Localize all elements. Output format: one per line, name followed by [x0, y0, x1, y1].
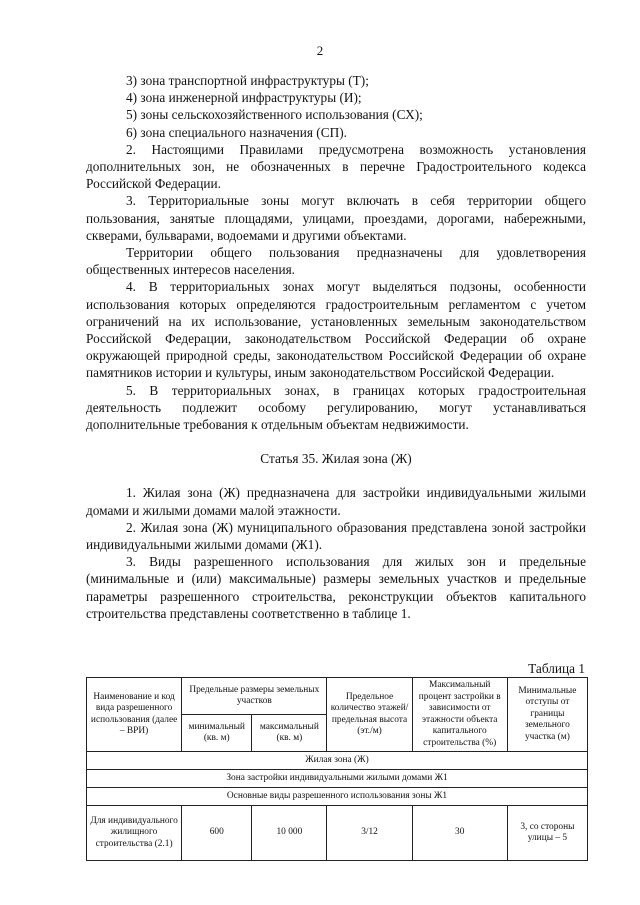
span-row-subzone: Зона застройки индивидуальными жилыми домами Ж1 — [87, 770, 588, 788]
span-row-zone: Жилая зона (Ж) — [87, 752, 588, 770]
paragraph: 6) зона специального назначения (СП). — [126, 124, 347, 140]
document-body — [86, 72, 586, 622]
cell-percent: 30 — [412, 806, 507, 861]
table-caption: Таблица 1 — [528, 661, 585, 676]
cell-max: 10 000 — [252, 806, 327, 861]
paragraph: 3. Виды разрешенного использования для жилых зон и предельные (минимальные и (или) максимальные) размеры земельных участков и предельные параметры разрешенного строительства, реконструкции объектов капитального строительства представлены соответственно в таблице 1. — [86, 554, 586, 621]
header-setback: Минимальные отступы от границы земельного участка (м) — [507, 678, 587, 752]
header-max: максимальный (кв. м) — [252, 715, 327, 752]
paragraph: 3. Территориальные зоны могут включать в себя территории общего пользования, занятые площадями, улицами, проездами, дорогами, набережными, скверами, бульварами, водоемами и другими объектами. — [86, 193, 586, 243]
paragraph: 2. Настоящими Правилами предусмотрена возможность установления дополнительных зон, не обозначенных в перечне Градостроительного кодекса Российской Федерации. — [86, 141, 586, 192]
cell-setback: 3, со стороны улицы – 5 — [507, 806, 587, 861]
span-row-main-uses: Основные виды разрешенного использования зоны Ж1 — [87, 788, 588, 806]
article-title: Статья 35. Жилая зона (Ж) — [260, 451, 412, 467]
page-number: 2 — [316, 43, 324, 58]
paragraph: Территории общего пользования предназначены для удовлетворения общественных интересов населения. — [86, 245, 586, 278]
cell-min: 600 — [182, 806, 252, 861]
cell-vri: Для индивидуального жилищного строительства (2.1) — [87, 806, 182, 861]
zones-table — [86, 677, 588, 861]
paragraph: 4) зона инженерной инфраструктуры (И); — [126, 90, 362, 106]
header-percent: Максимальный процент застройки в зависимости от этажности объекта капитального строительства (%) — [412, 678, 507, 752]
paragraph: 3) зона транспортной инфраструктуры (Т); — [126, 73, 369, 88]
paragraph: 2. Жилая зона (Ж) муниципального образования представлена зоной застройки индивидуальными жилыми домами (Ж1). — [86, 519, 586, 553]
paragraph: 5. В территориальных зонах, в границах которых градостроительная деятельность подлежит особому регулированию, могут устанавливаться дополнительные требования к отдельным объектам недвижимости. — [86, 382, 586, 433]
paragraph: 1. Жилая зона (Ж) предназначена для застройки индивидуальными жилыми домами и жилыми домами малой этажности. — [86, 485, 586, 518]
header-plot-size: Предельные размеры земельных участков — [182, 678, 327, 715]
header-vri: Наименование и код вида разрешенного использования (далее – ВРИ) — [87, 678, 182, 752]
table-row — [87, 806, 588, 861]
paragraph: 5) зоны сельскохозяйственного использования (СХ); — [126, 107, 423, 123]
cell-floors: 3/12 — [327, 806, 412, 861]
paragraph: 4. В территориальных зонах могут выделяться подзоны, особенности использования которых определяются градостроительным регламентом с учетом ограничений на их использование, установленных земельным законодательством Российской Федерации, законодательством Российской Федерации об охране окружающей природной среды, законодательством Российской Федерации об охране памятников истории и культуры, иным законодательством Российской Федерации. — [86, 279, 586, 381]
header-floors: Предельное количество этажей/ предельная высота (эт./м) — [327, 678, 412, 752]
header-min: минимальный (кв. м) — [182, 715, 252, 752]
